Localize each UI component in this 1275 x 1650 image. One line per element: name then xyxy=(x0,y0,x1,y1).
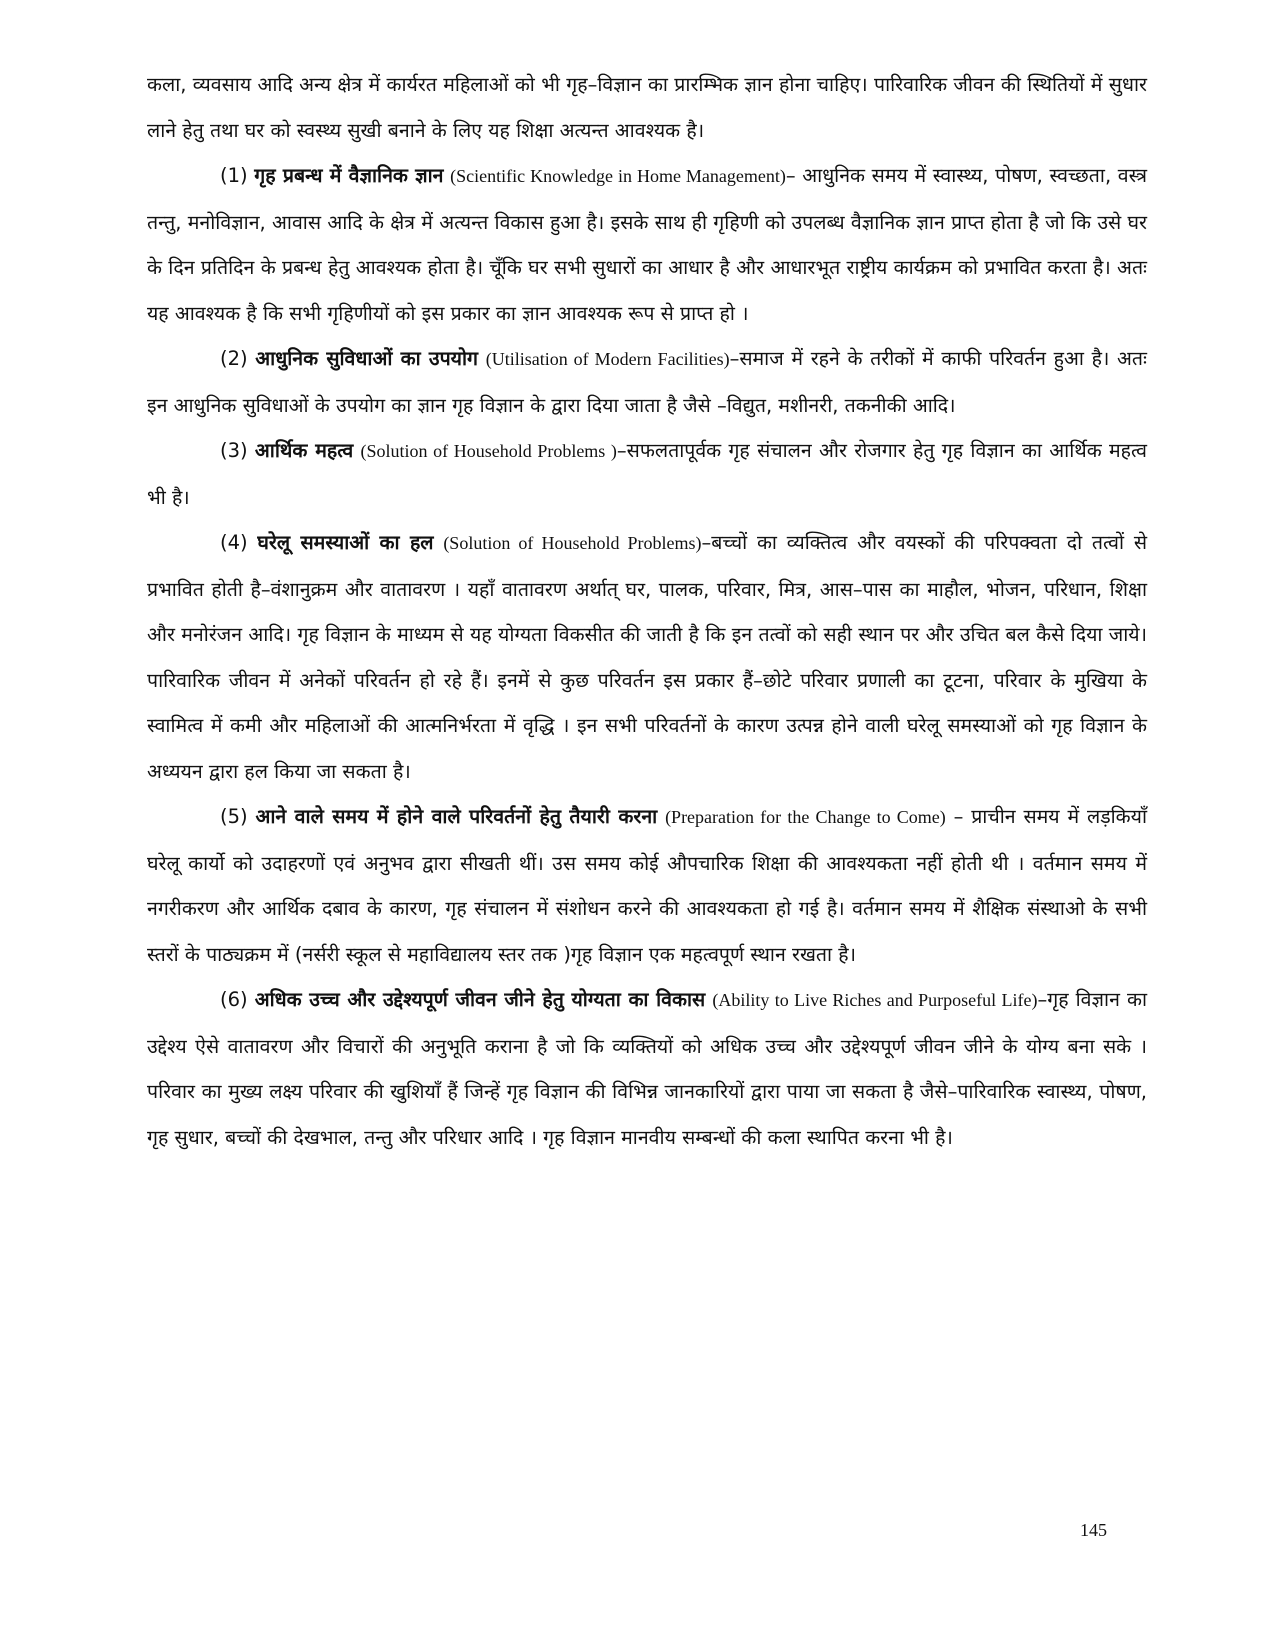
section-heading: आधुनिक सुविधाओं का उपयोग xyxy=(255,347,479,370)
section-body: – प्राचीन समय में लड़कियाँ घरेलू कार्यो को उदाहरणों एवं अनुभव द्वारा सीखती थीं। उस समय कोई औपचारिक शिक्षा की आवश्यकता नहीं होती थी । वर्तमान समय में नगरीकरण और आर्थिक दबाव के कारण, गृह संचालन में संशोधन करने की आवश्यकता हो गई है। वर्तमान समय में शैक्षिक संस्थाओ के सभी स्तरों के पाठ्यक्रम में (नर्सरी स्कूल से महाविद्यालय स्तर तक )गृह विज्ञान एक महत्वपूर्ण स्थान रखता है। xyxy=(147,805,1148,966)
section-number: (5) xyxy=(220,805,248,828)
section-6 xyxy=(147,977,1147,1160)
document-page xyxy=(147,62,1147,1160)
section-2 xyxy=(147,336,1147,428)
section-number: (3) xyxy=(220,439,248,462)
page-number: 145 xyxy=(1080,1520,1107,1540)
section-number: (2) xyxy=(220,347,248,370)
section-heading: आने वाले समय में होने वाले परिवर्तनों हेतु तैयारी करना xyxy=(255,805,658,828)
section-body: –समाज में रहने के तरीकों में काफी परिवर्तन हुआ है। अतः इन आधुनिक सुविधाओं के उपयोग का ज्ञान गृह विज्ञान के द्वारा दिया जाता है जैसे –विद्युत, मशीनरी, तकनीकी आदि। xyxy=(147,347,1147,417)
section-english-title: (Ability to Live Riches and Purposeful Life) xyxy=(712,990,1038,1010)
section-english-title: (Solution of Household Problems ) xyxy=(360,441,617,461)
section-body: – आधुनिक समय में स्वास्थ्य, पोषण, स्वच्छता, वस्त्र तन्तु, मनोविज्ञान, आवास आदि के क्षेत्र में अत्यन्त विकास हुआ है। इसके साथ ही गृहिणी को उपलब्ध वैज्ञानिक ज्ञान प्राप्त होता है जो कि उसे घर के दिन प्रतिदिन के प्रबन्ध हेतु आवश्यक होता है। चूँकि घर सभी सुधारों का आधार है और आधारभूत राष्ट्रीय कार्यक्रम को प्रभावित करता है। अतः यह आवश्यक है कि सभी गृहिणीयों को इस प्रकार का ज्ञान आवश्यक रूप से प्राप्त हो । xyxy=(147,164,1147,325)
section-heading: आर्थिक महत्व xyxy=(254,439,354,462)
section-number: (4) xyxy=(220,531,248,554)
section-heading: गृह प्रबन्ध में वैज्ञानिक ज्ञान xyxy=(254,164,444,187)
section-number: (6) xyxy=(220,988,248,1011)
section-1 xyxy=(147,153,1147,336)
section-body: –बच्चों का व्यक्तित्व और वयस्कों की परिपक्वता दो तत्वों से प्रभावित होती है–वंशानुक्रम और वातावरण । यहाँ वातावरण अर्थात् घर, पालक, परिवार, मित्र, आस–पास का माहौल, भोजन, परिधान, शिक्षा और मनोरंजन आदि। गृह विज्ञान के माध्यम से यह योग्यता विकसीत की जाती है कि इन तत्वों को सही स्थान पर और उचित बल कैसे दिया जाये। पारिवारिक जीवन में अनेकों परिवर्तन हो रहे हैं। इनमें से कुछ परिवर्तन इस प्रकार हैं–छोटे परिवार प्रणाली का टूटना, परिवार के मुखिया के स्वामित्व में कमी और महिलाओं की आत्मनिर्भरता में वृद्धि । इन सभी परिवर्तनों के कारण उत्पन्न होने वाली घरेलू समस्याओं को गृह विज्ञान के अध्ययन द्वारा हल किया जा सकता है। xyxy=(147,531,1148,783)
section-english-title: (Solution of Household Problems) xyxy=(443,533,702,553)
section-english-title: (Preparation for the Change to Come) xyxy=(665,807,946,827)
section-heading: घरेलू समस्याओं का हल xyxy=(257,531,434,554)
intro-paragraph: कला, व्यवसाय आदि अन्य क्षेत्र में कार्यरत महिलाओं को भी गृह–विज्ञान का प्रारम्भिक ज्ञान होना चाहिए। पारिवारिक जीवन की स्थितियों में सुधार लाने हेतु तथा घर को स्वस्थ्य सुखी बनाने के लिए यह शिक्षा अत्यन्त आवश्यक है। xyxy=(147,73,1147,142)
section-heading: अधिक उच्च और उद्देश्यपूर्ण जीवन जीने हेतु योग्यता का विकास xyxy=(254,988,706,1011)
section-number: (1) xyxy=(220,164,248,187)
section-english-title: (Scientific Knowledge in Home Management) xyxy=(450,166,786,186)
section-3 xyxy=(147,428,1147,520)
section-body: –गृह विज्ञान का उद्देश्य ऐसे वातावरण और विचारों की अनुभूति कराना है जो कि व्यक्तियों को अधिक उच्च और उद्देश्यपूर्ण जीवन जीने के योग्य बना सके । परिवार का मुख्य लक्ष्य परिवार की खुशियाँ हैं जिन्हें गृह विज्ञान की विभिन्न जानकारियों द्वारा पाया जा सकता है जैसे–पारिवारिक स्वास्थ्य, पोषण, गृह सुधार, बच्चों की देखभाल, तन्तु और परिधार आदि । गृह विज्ञान मानवीय सम्बन्धों की कला स्थापित करना भी है। xyxy=(147,988,1147,1149)
section-body: –सफलतापूर्वक गृह संचालन और रोजगार हेतु गृह विज्ञान का आर्थिक महत्व भी है। xyxy=(147,439,1147,509)
section-5 xyxy=(147,794,1147,977)
section-4 xyxy=(147,520,1147,794)
section-english-title: (Utilisation of Modern Facilities) xyxy=(485,349,730,369)
